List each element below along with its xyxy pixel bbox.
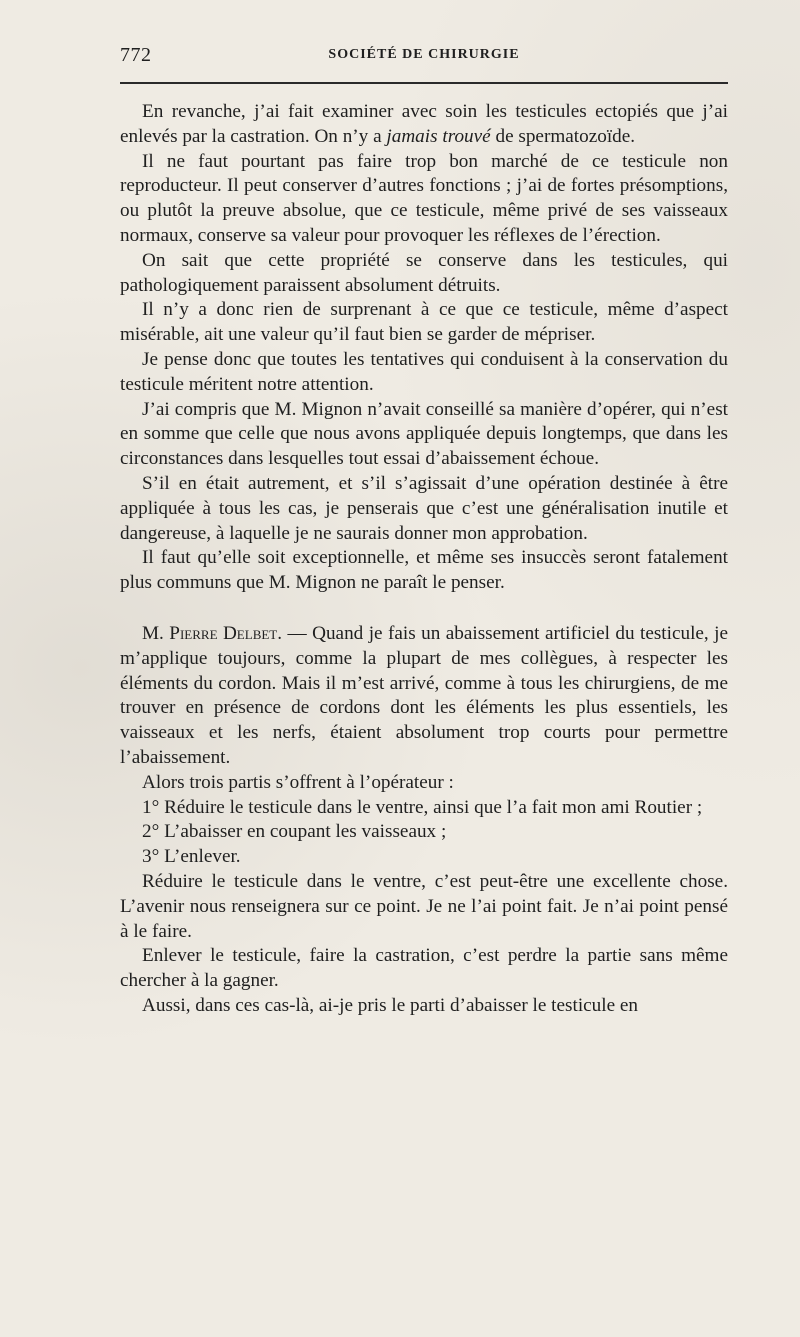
paragraph: J’ai compris que M. Mignon n’avait conseillé sa manière d’opérer, qui n’est en somme que celle que nous avons appliquée depuis longtemps, que dans les circonstances dans lesquelles tout essai d’abaissement échoue.: [120, 398, 728, 470]
paragraph: Il ne faut pourtant pas faire trop bon marché de ce testicule non reproducteur. Il peut conserver d’autres fonctions ; j’ai de fortes présomptions, ou plutôt la preuve absolue, que ce testicule, même privé de ses vaisseaux normaux, conserve sa valeur pour provoquer les réflexes de l’érection.: [120, 150, 728, 246]
italic-emphasis: jamais trouvé: [386, 125, 491, 147]
header-rule: [120, 82, 728, 84]
section-gap: [120, 596, 728, 622]
page-header: [120, 44, 728, 74]
running-head: SOCIÉTÉ DE CHIRURGIE: [328, 47, 520, 62]
paragraph: Aussi, dans ces cas-là, ai-je pris le parti d’abaisser le testicule en: [142, 994, 639, 1016]
paragraph-text: En revanche, j’ai fait examiner avec soin les testicules ectopiés que j’ai enlevés par la castration. On n’y a: [120, 101, 728, 147]
paragraph-text: — Quand je fais un abaissement artificiel du testicule, je m’applique toujours, comme la plupart de mes collègues, à respecter les éléments du cordon. Mais il m’est arrivé, comme à tous les chirurgiens, de me trouver en présence de cordons dont les éléments les plus essentiels, les vaisseaux et les nerfs, étaient absolument trop courts pour permettre l’abaissement.: [120, 622, 728, 768]
paragraph: Il faut qu’elle soit exceptionnelle, et même ses insuccès seront fatalement plus communs que M. Mignon ne paraît le penser.: [120, 547, 728, 594]
paragraph: Je pense donc que toutes les tentatives qui conduisent à la conservation du testicule méritent notre attention.: [120, 348, 728, 395]
list-item: 3° L’enlever.: [142, 846, 241, 868]
paragraph: Enlever le testicule, faire la castration, c’est perdre la partie sans même chercher à la gagner.: [120, 945, 728, 992]
list-item: 1° Réduire le testicule dans le ventre, ainsi que l’a fait mon ami Routier ;: [142, 796, 703, 818]
paragraph: [120, 622, 728, 771]
body-text: [120, 100, 728, 1019]
paragraph: [120, 100, 728, 150]
paragraph-text: de spermatozoïde.: [490, 125, 636, 147]
paragraph: S’il en était autrement, et s’il s’agissait d’une opération destinée à être appliquée à tous les cas, je penserais que c’est une généralisation inutile et dangereuse, à laquelle je ne saurais donner mon approbation.: [120, 472, 728, 544]
paragraph: On sait que cette propriété se conserve dans les testicules, qui pathologiquement paraissent absolument détruits.: [120, 249, 728, 296]
list-item: 2° L’abaisser en coupant les vaisseaux ;: [142, 821, 447, 843]
paragraph: Il n’y a donc rien de surprenant à ce que ce testicule, même d’aspect misérable, ait une valeur qu’il faut bien se garder de mépriser.: [120, 299, 728, 346]
speaker-name: M. Pierre Delbet.: [142, 622, 283, 644]
paragraph: Réduire le testicule dans le ventre, c’est peut-être une excellente chose. L’avenir nous renseignera sur ce point. Je ne l’ai point fait. Je n’ai point pensé à le faire.: [120, 870, 728, 942]
page-number: 772: [120, 44, 152, 66]
paragraph: Alors trois partis s’offrent à l’opérateur :: [142, 771, 454, 793]
